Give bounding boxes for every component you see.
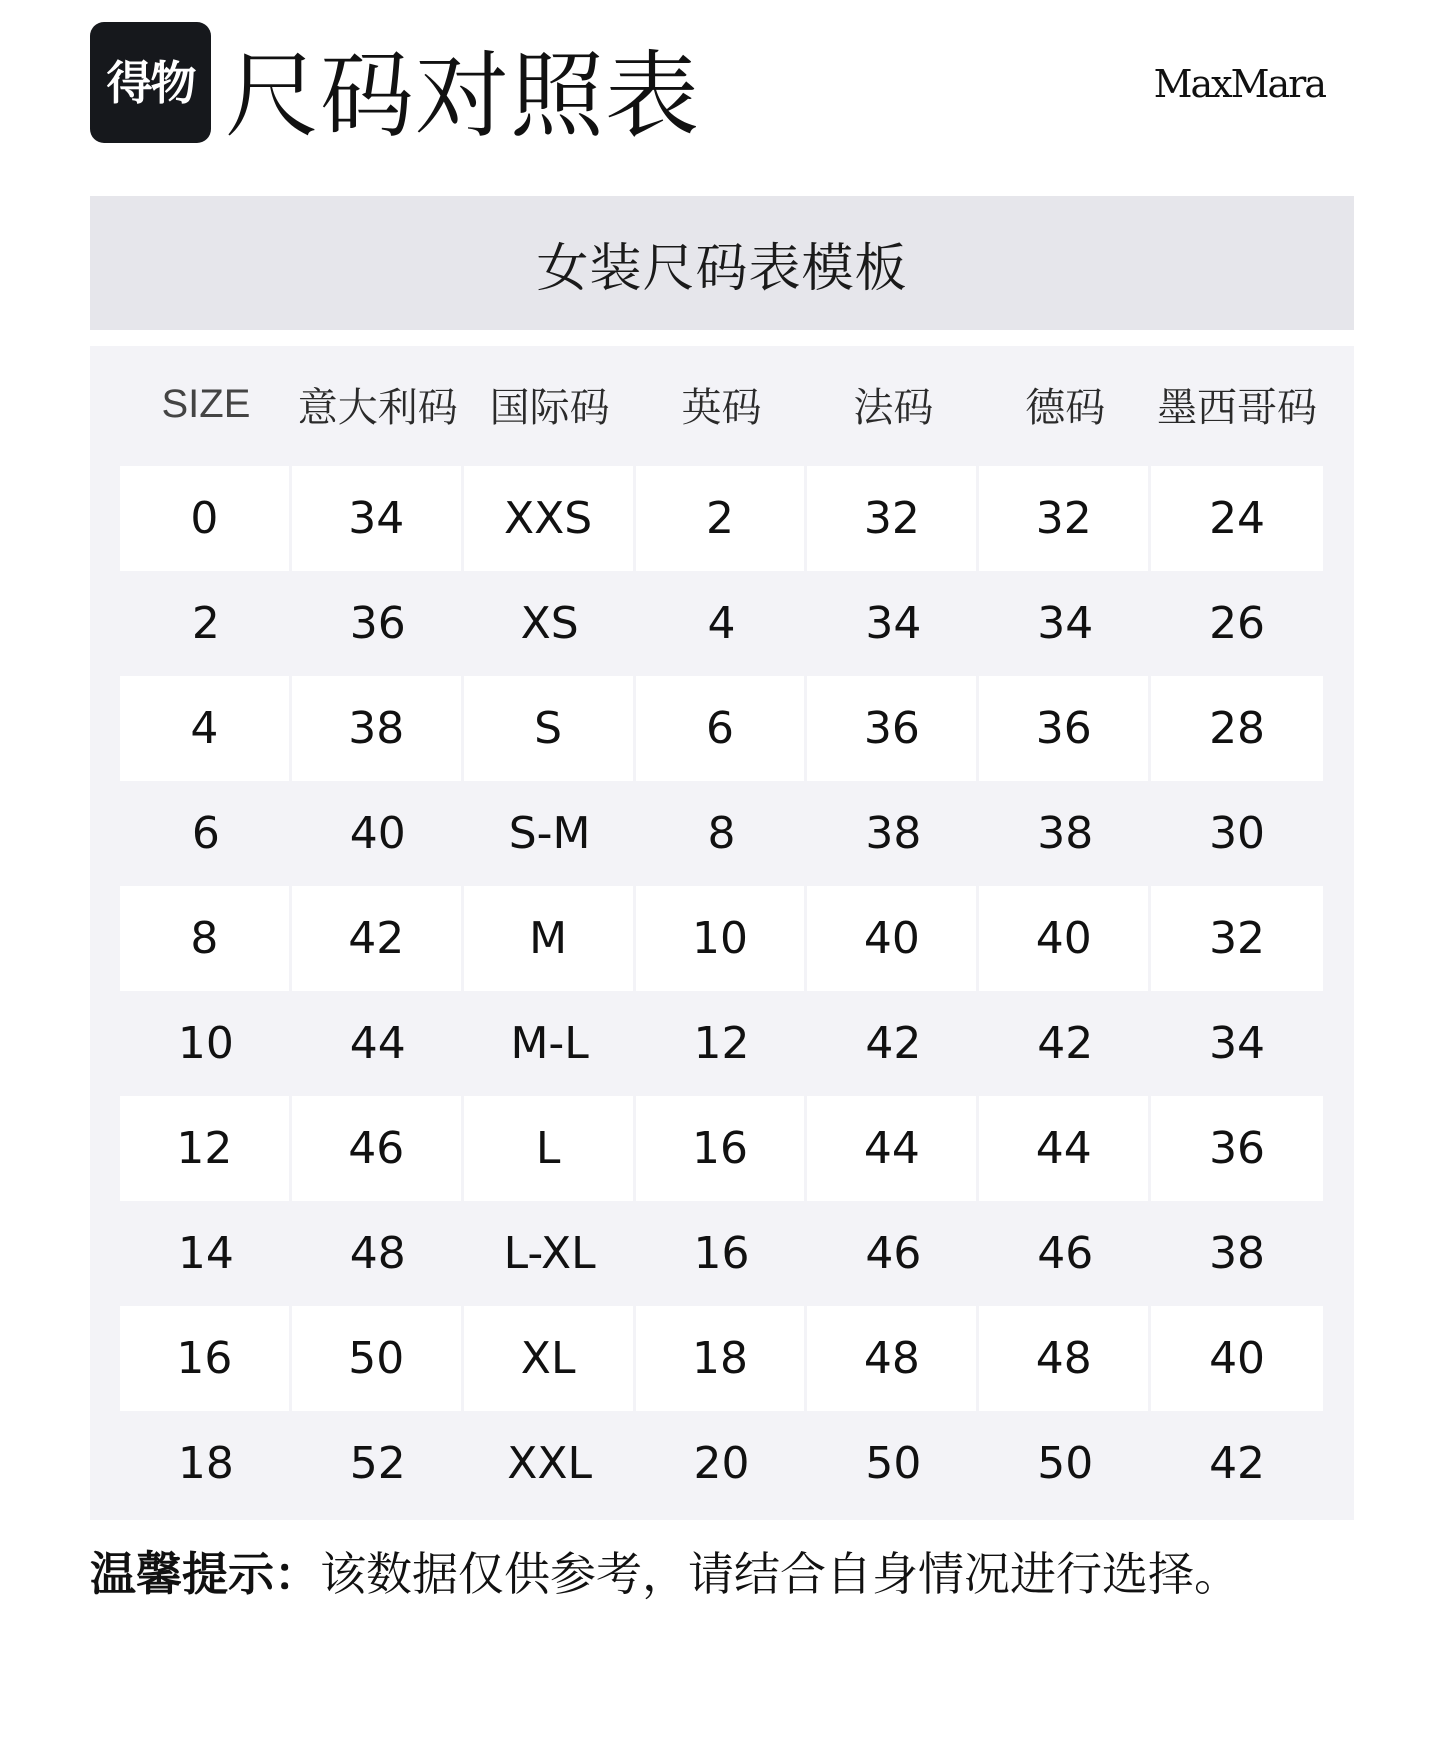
table-cell: 38 bbox=[865, 808, 922, 859]
table-cell: 6 bbox=[191, 808, 220, 859]
table-cell: 6 bbox=[636, 676, 808, 781]
table-cell: 36 bbox=[979, 676, 1151, 781]
table-cell: S-M bbox=[508, 808, 591, 859]
table-cell: 28 bbox=[1151, 676, 1323, 781]
table-cell: 26 bbox=[1209, 598, 1266, 649]
table-cell: 24 bbox=[1151, 466, 1323, 571]
logo-text: 得物 bbox=[106, 55, 195, 110]
table-cell: 2 bbox=[191, 598, 220, 649]
table-cell: XL bbox=[464, 1306, 636, 1411]
table-cell: 34 bbox=[1037, 598, 1094, 649]
table-cell: 34 bbox=[1209, 1018, 1266, 1069]
table-cell: L bbox=[464, 1096, 636, 1201]
column-header: 墨西哥码 bbox=[1157, 384, 1318, 431]
table-cell: XXL bbox=[507, 1438, 593, 1489]
table-cell: 48 bbox=[807, 1306, 979, 1411]
table-cell: 0 bbox=[120, 466, 292, 571]
column-header: 国际码 bbox=[489, 384, 610, 431]
tip-text: 该数据仅供参考，请结合自身情况进行选择。 bbox=[320, 1547, 1240, 1601]
table-cell: M-L bbox=[510, 1018, 589, 1069]
column-header: 德码 bbox=[1025, 384, 1106, 431]
table-row bbox=[120, 466, 1323, 571]
table-cell: 48 bbox=[979, 1306, 1151, 1411]
table-cell: 40 bbox=[349, 808, 406, 859]
table-cell: 20 bbox=[693, 1438, 750, 1489]
table-cell: 40 bbox=[979, 886, 1151, 991]
table-cell: 36 bbox=[1151, 1096, 1323, 1201]
table-cell: 50 bbox=[865, 1438, 922, 1489]
tip-note bbox=[90, 1538, 1240, 1604]
tip-label: 温馨提示： bbox=[90, 1547, 320, 1601]
table-row bbox=[120, 676, 1323, 781]
table-cell: L-XL bbox=[503, 1228, 596, 1279]
table-cell: XXS bbox=[464, 466, 636, 571]
table-cell: 32 bbox=[979, 466, 1151, 571]
table-cell: 38 bbox=[1037, 808, 1094, 859]
brand-logo: MaxMara bbox=[1153, 62, 1325, 106]
table-cell: 46 bbox=[292, 1096, 464, 1201]
table-cell: 44 bbox=[349, 1018, 406, 1069]
table-cell: 34 bbox=[292, 466, 464, 571]
table-cell: 46 bbox=[1037, 1228, 1094, 1279]
table-cell: 16 bbox=[693, 1228, 750, 1279]
table-cell: 42 bbox=[1209, 1438, 1266, 1489]
table-cell: 52 bbox=[349, 1438, 406, 1489]
table-header-row bbox=[120, 346, 1323, 462]
table-cell: 50 bbox=[292, 1306, 464, 1411]
table-cell: 4 bbox=[707, 598, 736, 649]
table-banner bbox=[90, 196, 1354, 330]
table-cell: 30 bbox=[1209, 808, 1266, 859]
column-header: 法码 bbox=[853, 384, 934, 431]
table-cell: 18 bbox=[636, 1306, 808, 1411]
table-cell: 36 bbox=[807, 676, 979, 781]
table-cell: 16 bbox=[636, 1096, 808, 1201]
table-cell: 2 bbox=[636, 466, 808, 571]
column-header: SIZE bbox=[161, 381, 251, 426]
table-row bbox=[120, 1306, 1323, 1411]
table-cell: 12 bbox=[693, 1018, 750, 1069]
table-cell: 32 bbox=[807, 466, 979, 571]
column-header: 意大利码 bbox=[297, 384, 458, 431]
table-cell: 40 bbox=[807, 886, 979, 991]
table-cell: 8 bbox=[120, 886, 292, 991]
table-row bbox=[120, 571, 1323, 676]
table-row bbox=[120, 1096, 1323, 1201]
app-logo bbox=[90, 22, 211, 143]
table-cell: 38 bbox=[292, 676, 464, 781]
table-cell: 8 bbox=[707, 808, 736, 859]
table-cell: 10 bbox=[636, 886, 808, 991]
table-row bbox=[120, 1201, 1323, 1306]
table-cell: 50 bbox=[1037, 1438, 1094, 1489]
table-cell: 38 bbox=[1209, 1228, 1266, 1279]
table-cell: 42 bbox=[292, 886, 464, 991]
size-table bbox=[90, 346, 1354, 1520]
table-cell: 34 bbox=[865, 598, 922, 649]
table-cell: 40 bbox=[1151, 1306, 1323, 1411]
table-cell: 16 bbox=[120, 1306, 292, 1411]
table-cell: M bbox=[464, 886, 636, 991]
table-row bbox=[120, 991, 1323, 1096]
table-cell: XS bbox=[520, 598, 579, 649]
table-cell: 10 bbox=[177, 1018, 234, 1069]
table-cell: 46 bbox=[865, 1228, 922, 1279]
table-cell: 14 bbox=[177, 1228, 234, 1279]
table-body bbox=[120, 466, 1323, 1516]
table-cell: 44 bbox=[807, 1096, 979, 1201]
table-cell: 4 bbox=[120, 676, 292, 781]
table-cell: 32 bbox=[1151, 886, 1323, 991]
banner-title: 女装尺码表模板 bbox=[536, 238, 908, 299]
table-cell: 18 bbox=[177, 1438, 234, 1489]
page-title: 尺码对照表 bbox=[225, 42, 701, 151]
table-cell: 12 bbox=[120, 1096, 292, 1201]
table-row bbox=[120, 781, 1323, 886]
table-cell: S bbox=[464, 676, 636, 781]
table-row bbox=[120, 1411, 1323, 1516]
table-cell: 36 bbox=[349, 598, 406, 649]
table-row bbox=[120, 886, 1323, 991]
table-cell: 42 bbox=[865, 1018, 922, 1069]
table-cell: 44 bbox=[979, 1096, 1151, 1201]
table-cell: 48 bbox=[349, 1228, 406, 1279]
column-header: 英码 bbox=[681, 384, 762, 431]
table-cell: 42 bbox=[1037, 1018, 1094, 1069]
